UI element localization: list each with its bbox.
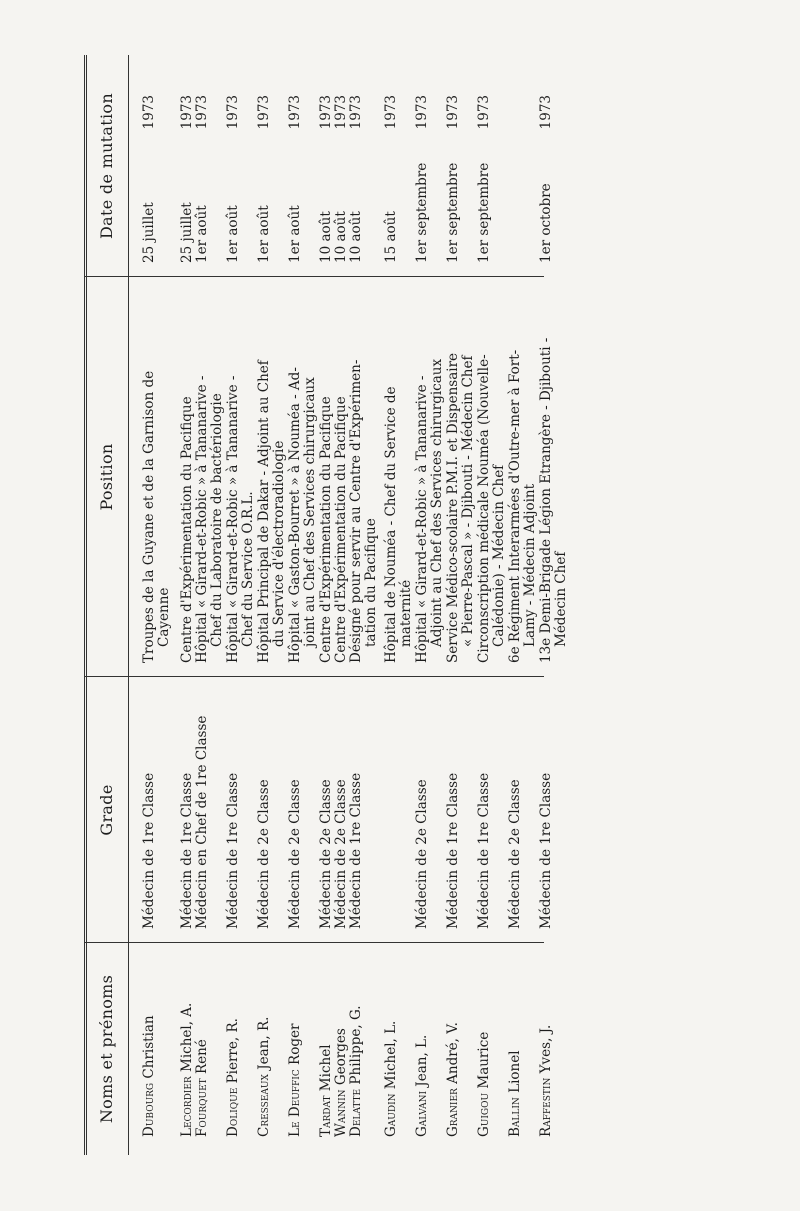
name-cell (257, 1017, 272, 1137)
date-day: 1er septembre (476, 162, 492, 263)
grade-cell: Médecin de 1re Classe (141, 772, 157, 929)
date-day: 1er septembre (414, 162, 430, 263)
date-day: 1er août (225, 205, 241, 263)
surname: Dolique (225, 1087, 241, 1137)
surname: Guigou (476, 1092, 492, 1137)
position-line: Centre d'Expérimentation du Pacifique (179, 396, 195, 663)
grade-cell: Médecin de 1re Classe (476, 772, 492, 929)
header-rule (128, 55, 129, 1155)
given-name: Michel, L. (383, 1020, 399, 1094)
position-line: Hôpital Principal de Dakar - Adjoint au Chef (256, 360, 272, 663)
name-cell (508, 1050, 523, 1137)
date-year: 1973 (538, 95, 554, 130)
date-year: 1973 (194, 95, 210, 130)
date-cell (142, 95, 157, 263)
position-line: 6e Régiment Interarmées d'Outre-mer à Fort- (507, 349, 523, 663)
date-year: 1973 (225, 95, 241, 130)
column-divider (84, 276, 544, 277)
date-year: 1973 (348, 95, 364, 130)
given-name: Georges (333, 1028, 349, 1090)
header-names: Noms et prénoms (96, 974, 116, 1124)
name-cell (195, 1039, 210, 1137)
date-cell (446, 95, 461, 263)
grade-cell: Médecin de 1re Classe (348, 772, 364, 929)
name-cell (349, 1005, 364, 1137)
position-line: Service Médico-scolaire P.M.I. et Dispensaire (445, 352, 461, 663)
date-year: 1973 (318, 95, 334, 130)
date-cell (257, 95, 272, 263)
date-year: 1973 (256, 95, 272, 130)
surname: Le Deuffic (287, 1069, 303, 1137)
name-cell (142, 1015, 157, 1137)
grade-cell: Médecin de 2e Classe (507, 779, 523, 929)
given-name: Roger (287, 1023, 303, 1070)
date-cell (288, 95, 303, 263)
position-line: Médecin Chef (553, 551, 569, 647)
date-day: 1er août (256, 205, 272, 263)
column-divider (84, 942, 544, 943)
date-year: 1973 (445, 95, 461, 130)
date-day: 15 août (383, 211, 399, 263)
position-line: Désigné pour servir au Centre d'Expérimen- (348, 359, 364, 663)
date-day: 25 juillet (179, 202, 195, 263)
position-line: Circonscription médicale Nouméa (Nouvelle- (476, 354, 492, 663)
surname: Gaudin (383, 1093, 399, 1137)
position-line: Cayenne (156, 587, 172, 647)
position-line: Lamy - Médecin Adjoint (522, 483, 538, 647)
given-name: André, V. (445, 1022, 461, 1089)
given-name: Michel (318, 1044, 334, 1096)
date-day: 1er août (287, 205, 303, 263)
date-cell (384, 95, 399, 263)
position-line: maternité (398, 579, 414, 647)
position-line: Centre d'Expérimentation du Pacifique (333, 396, 349, 663)
position-line: Hôpital « Girard-et-Robic » à Tananarive - (194, 375, 210, 663)
position-line: tation du Pacifique (363, 518, 379, 647)
table-top-rule (84, 55, 87, 1155)
position-line: Troupes de la Guyane et de la Garnison de (141, 370, 157, 663)
name-cell (415, 1035, 430, 1137)
date-day: 25 juillet (141, 202, 157, 263)
given-name: Jean, L. (414, 1034, 430, 1091)
grade-cell: Médecin de 1re Classe (225, 772, 241, 929)
grade-cell: Médecin de 2e Classe (414, 779, 430, 929)
date-cell (415, 95, 430, 263)
date-day: 1er octobre (538, 183, 554, 263)
name-cell (226, 1018, 241, 1137)
date-cell (477, 95, 492, 263)
header-grade: Grade (96, 784, 116, 836)
surname: Tardat (318, 1095, 334, 1137)
grade-cell: Médecin de 2e Classe (318, 779, 334, 929)
date-cell (349, 95, 364, 263)
name-cell (446, 1022, 461, 1137)
surname: Raffestin (538, 1077, 554, 1137)
grade-cell: Médecin en Chef de 1re Classe (194, 715, 210, 929)
date-year: 1973 (383, 95, 399, 130)
grade-cell: Médecin de 1re Classe (445, 772, 461, 929)
date-year: 1973 (333, 95, 349, 130)
position-line: joint au Chef des Services chirurgicaux (302, 377, 318, 647)
date-year: 1973 (414, 95, 430, 130)
given-name: Jean, R. (256, 1016, 272, 1075)
name-cell (288, 1024, 303, 1137)
position-line: Adjoint au Chef des Services chirurgicaux (429, 358, 445, 647)
date-year: 1973 (476, 95, 492, 130)
surname: Cresseaux (256, 1074, 272, 1137)
given-name: Lionel (507, 1050, 523, 1098)
given-name: Philippe, G. (348, 1005, 364, 1089)
date-cell (319, 95, 334, 263)
grade-cell: Médecin de 2e Classe (256, 779, 272, 929)
position-line: Chef du Laboratoire de bactériologie (209, 393, 225, 647)
name-cell (334, 1028, 349, 1137)
position-line: Chef du Service O.R.L. (240, 491, 256, 647)
given-name: René (194, 1039, 210, 1079)
surname: Wannin (333, 1089, 349, 1137)
date-cell (226, 95, 241, 263)
date-cell (334, 95, 349, 263)
position-line: Hôpital « Girard-et-Robic » à Tananarive - (414, 375, 430, 663)
position-line: 13e Demi-Brigade Légion Etrangère - Djibouti - (538, 337, 554, 663)
date-year: 1973 (141, 95, 157, 130)
date-day: 10 août (348, 211, 364, 263)
name-cell (539, 1025, 554, 1137)
date-year: 1973 (287, 95, 303, 130)
date-day: 1er août (194, 205, 210, 263)
date-cell (539, 95, 554, 263)
column-divider (84, 676, 544, 677)
position-line: du Service d'électroradiologie (271, 440, 287, 647)
surname: Lecordier (179, 1076, 195, 1137)
position-line: « Pierre-Pascal » - Djibouti - Médecin Chef (460, 355, 476, 647)
surname: Galvani (414, 1090, 430, 1137)
position-line: Hôpital « Girard-et-Robic » à Tananarive - (225, 375, 241, 663)
given-name: Christian (141, 1015, 157, 1083)
name-cell (319, 1044, 334, 1137)
surname: Fourquet (194, 1078, 210, 1137)
position-line: Centre d'Expérimentation du Pacifique (318, 396, 334, 663)
grade-cell: Médecin de 1re Classe (538, 772, 554, 929)
date-cell (180, 95, 195, 263)
given-name: Maurice (476, 1031, 492, 1093)
surname: Dubourg (141, 1082, 157, 1137)
grade-cell: Médecin de 2e Classe (287, 779, 303, 929)
given-name: Pierre, R. (225, 1018, 241, 1088)
position-line: Hôpital « Gaston-Bourret » à Nouméa - Ad- (287, 367, 303, 663)
date-year: 1973 (179, 95, 195, 130)
rotated-table (84, 55, 569, 1155)
given-name: Yves, J. (538, 1024, 554, 1078)
given-name: Michel, A. (179, 1002, 195, 1077)
header-position: Position (96, 443, 116, 511)
surname: Ballin (507, 1097, 523, 1137)
date-day: 10 août (333, 211, 349, 263)
date-cell (195, 95, 210, 263)
grade-cell: Médecin de 1re Classe (179, 772, 195, 929)
header-date: Date de mutation (96, 93, 116, 239)
position-line: Calédonie) - Médecin Chef (491, 464, 507, 647)
surname: Granier (445, 1088, 461, 1137)
surname: Delatte (348, 1088, 364, 1137)
grade-cell: Médecin de 2e Classe (333, 779, 349, 929)
date-day: 10 août (318, 211, 334, 263)
name-cell (384, 1021, 399, 1137)
date-day: 1er septembre (445, 162, 461, 263)
name-cell (477, 1032, 492, 1137)
name-cell (180, 1003, 195, 1137)
position-line: Hôpital de Nouméa - Chef du Service de (383, 386, 399, 663)
